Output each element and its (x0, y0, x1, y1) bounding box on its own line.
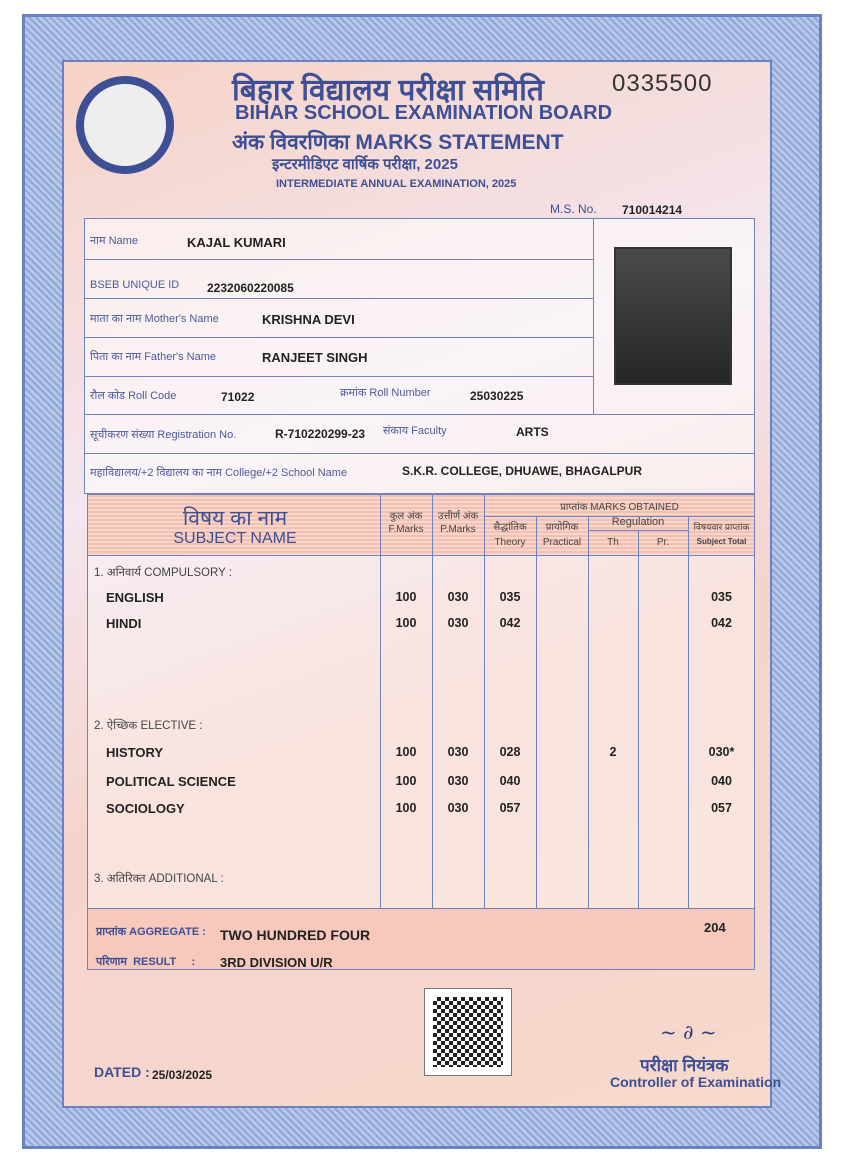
theory-marks: 035 (499, 590, 521, 604)
theory-marks: 040 (499, 774, 521, 788)
document-title: अंक विवरणिका MARKS STATEMENT (232, 131, 564, 154)
pass-marks: 030 (447, 801, 469, 815)
subject-name: HISTORY (106, 745, 164, 760)
subject-name: SOCIOLOGY (106, 801, 185, 816)
registration-number: R-710220299-23 (275, 427, 366, 441)
issue-date: 25/03/2025 (152, 1068, 213, 1082)
roll-code: 71022 (221, 390, 255, 404)
marks-obtained-header: प्राप्तांक MARKS OBTAINED (560, 502, 679, 513)
college-name: S.K.R. COLLEGE, DHUAWE, BHAGALPUR (402, 464, 643, 478)
mother-label: माता का नाम Mother's Name (90, 313, 219, 325)
full-marks: 100 (395, 774, 417, 788)
elective-group-label: 2. ऐच्छिक ELECTIVE : (94, 720, 203, 732)
fmarks-header: F.Marks (388, 524, 424, 535)
pass-marks: 030 (447, 745, 469, 759)
board-name-hindi: बिहार विद्यालय परीक्षा समिति (232, 74, 544, 107)
pass-marks: 030 (447, 616, 469, 630)
serial-number: 0335500 (612, 70, 713, 97)
subject-total: 057 (711, 801, 732, 815)
full-marks: 100 (395, 590, 417, 604)
pmarks-header-hindi: उत्तीर्ण अंक (437, 511, 479, 522)
fmarks-header-hindi: कुल अंक (389, 511, 423, 522)
subject-name: ENGLISH (106, 590, 164, 605)
subject-header: SUBJECT NAME (173, 530, 297, 547)
regulation-theory: 2 (609, 745, 617, 759)
controller-title: Controller of Examination (610, 1074, 782, 1090)
result: 3RD DIVISION U/R (220, 955, 333, 970)
mother-name: KRISHNA DEVI (262, 312, 355, 327)
roll-number-label: क्रमांक Roll Number (340, 387, 431, 399)
theory-header-hindi: सैद्धांतिक (493, 522, 527, 533)
exam-name: INTERMEDIATE ANNUAL EXAMINATION, 2025 (276, 178, 517, 190)
subject-header-hindi: विषय का नाम (182, 507, 288, 530)
controller-title-hindi: परीक्षा नियंत्रक (640, 1056, 729, 1075)
aggregate-total: 204 (704, 920, 726, 935)
additional-group-label: 3. अतिरिक्त ADDITIONAL : (94, 873, 224, 885)
unique-id: 2232060220085 (207, 281, 294, 295)
subject-name: HINDI (106, 616, 142, 631)
full-marks: 100 (395, 745, 417, 759)
full-marks: 100 (395, 616, 417, 630)
faculty-label: संकाय Faculty (383, 425, 447, 437)
college-label: महाविद्यालय/+2 विद्यालय का नाम College/+2 School Name (90, 467, 348, 479)
subject-name: POLITICAL SCIENCE (106, 774, 236, 789)
practical-header-hindi: प्रायोगिक (545, 522, 579, 533)
aggregate-label: प्राप्तांक AGGREGATE : (96, 926, 206, 938)
controller-signature: ~ ∂ ~ (660, 1020, 717, 1044)
ms-no-label: M.S. No. (550, 202, 597, 216)
student-photo (614, 247, 732, 385)
board-name: BIHAR SCHOOL EXAMINATION BOARD (235, 102, 613, 124)
compulsory-group-label: 1. अनिवार्य COMPULSORY : (94, 567, 232, 579)
uid-label: BSEB UNIQUE ID (90, 279, 180, 291)
qr-code (424, 988, 512, 1076)
exam-name-hindi: इन्टरमीडिएट वार्षिक परीक्षा, 2025 (272, 156, 458, 173)
full-marks: 100 (395, 801, 417, 815)
subject-total: 035 (711, 590, 732, 604)
ms-no: 710014214 (622, 203, 683, 217)
name-label: नाम Name (90, 235, 138, 247)
total-header-hindi: विषयवार प्राप्तांक (693, 522, 750, 532)
theory-marks: 042 (499, 616, 521, 630)
pass-marks: 030 (447, 590, 469, 604)
regulation-pr-header: Pr. (656, 537, 670, 548)
subject-total: 030* (708, 745, 735, 759)
roll-number: 25030225 (470, 389, 524, 403)
pass-marks: 030 (447, 774, 469, 788)
result-label: परिणाम RESULT : (96, 956, 196, 968)
theory-header: Theory (494, 537, 526, 548)
pmarks-header: P.Marks (440, 524, 476, 535)
regulation-th-header: Th (607, 537, 619, 548)
subject-total: 042 (711, 616, 732, 630)
board-seal-logo (76, 76, 174, 174)
subject-total: 040 (711, 774, 732, 788)
registration-label: सूचीकरण संख्या Registration No. (90, 429, 237, 441)
practical-header: Practical (542, 537, 582, 548)
student-name: KAJAL KUMARI (187, 235, 286, 250)
theory-marks: 057 (499, 801, 521, 815)
roll-code-label: रौल कोड Roll Code (90, 390, 177, 402)
theory-marks: 028 (499, 745, 521, 759)
faculty: ARTS (516, 425, 549, 439)
father-label: पिता का नाम Father's Name (90, 351, 217, 363)
regulation-header: Regulation (611, 516, 665, 528)
dated-label: DATED : (94, 1064, 150, 1080)
total-header: Subject Total (696, 537, 747, 546)
father-name: RANJEET SINGH (262, 350, 368, 365)
aggregate-words: TWO HUNDRED FOUR (220, 927, 371, 943)
